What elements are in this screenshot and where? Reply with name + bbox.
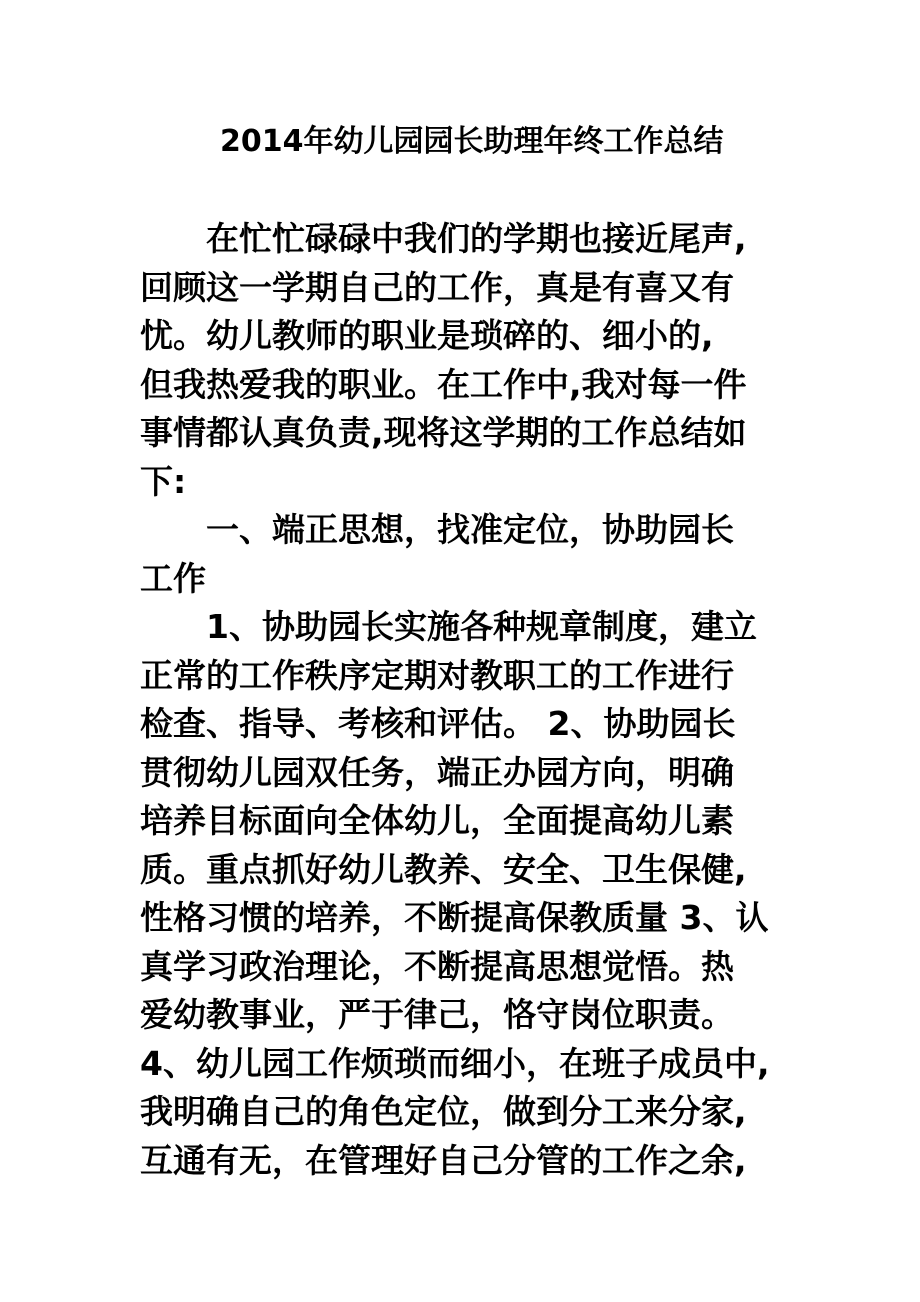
document-body bbox=[140, 215, 820, 1185]
section-heading-line: 一、端正思想，找准定位，协助园长 bbox=[206, 510, 734, 549]
paragraph-line: 下: bbox=[140, 461, 187, 501]
paragraph-line: 正常的工作秩序定期对教职工的工作进行 bbox=[140, 655, 734, 695]
paragraph-line: 4、幼儿园工作烦琐而细小，在班子成员中, bbox=[140, 1043, 770, 1083]
paragraph-line: 事情都认真负责,现将这学期的工作总结如 bbox=[140, 413, 747, 452]
section-heading-line: 工作 bbox=[140, 558, 206, 598]
paragraph-line: 在忙忙碌碌中我们的学期也接近尾声, bbox=[206, 219, 747, 258]
paragraph-line: 忧。幼儿教师的职业是琐碎的、细小的, bbox=[140, 316, 714, 355]
paragraph-line: 1、协助园长实施各种规章制度，建立 bbox=[206, 607, 757, 646]
paragraph-line: 性格习惯的培养，不断提高保教质量 3、认 bbox=[140, 898, 769, 937]
paragraph-line: 爱幼教事业，严于律己，恪守岗位职责。 bbox=[140, 995, 734, 1034]
paragraph-line: 互通有无，在管理好自己分管的工作之余, bbox=[140, 1140, 747, 1180]
paragraph-line: 培养目标面向全体幼儿，全面提高幼儿素 bbox=[140, 801, 734, 840]
paragraph-line: 质。重点抓好幼儿教养、安全、卫生保健, bbox=[140, 849, 747, 889]
paragraph-line: 贯彻幼儿园双任务，端正办园方向，明确 bbox=[140, 752, 734, 792]
paragraph-line: 回顾这一学期自己的工作，真是有喜又有 bbox=[140, 267, 734, 307]
paragraph-line: 真学习政治理论，不断提高思想觉悟。热 bbox=[140, 946, 734, 986]
paragraph-line: 我明确自己的角色定位，做到分工来分家, bbox=[140, 1092, 747, 1131]
paragraph-line: 但我热爱我的职业。在工作中,我对每一件 bbox=[140, 364, 747, 404]
document-title: 2014年幼儿园园长助理年终工作总结 bbox=[220, 124, 724, 159]
paragraph-line: 检查、指导、考核和评估。 2、协助园长 bbox=[140, 704, 736, 743]
